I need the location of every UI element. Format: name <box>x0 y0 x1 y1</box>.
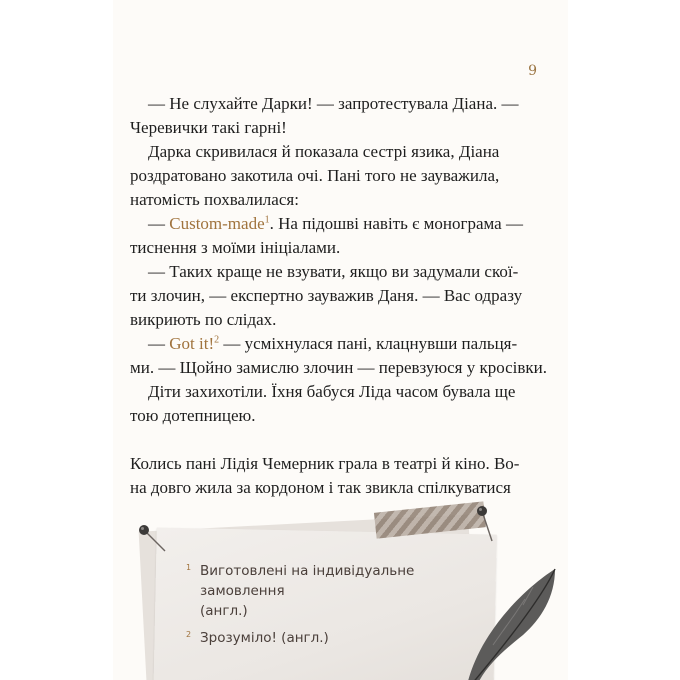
text-line: Черевички такі гарні! <box>130 118 287 137</box>
text-line: натомість похвалилася: <box>130 190 299 209</box>
text-line: роздратовано закотила очі. Пані того не зауважила, <box>130 166 500 185</box>
text-line: тиснення з моїми ініціалами. <box>130 238 341 257</box>
text-line <box>130 332 534 356</box>
footnote-ref: 1 <box>264 214 270 226</box>
footnote-number: 2 <box>186 630 192 639</box>
text-line: ти злочин, — експертно зауважив Даня. — Вас одразу <box>130 286 523 305</box>
footnote-item <box>186 561 456 621</box>
english-phrase: Got it! <box>169 334 215 353</box>
footnote-text: Виготовлені на індивідуальне замовлення <box>200 563 415 599</box>
dash: — <box>148 214 170 233</box>
pin-icon <box>135 521 175 561</box>
pin-icon <box>470 501 504 545</box>
footnote-text: Зрозуміло! (англ.) <box>200 630 329 646</box>
page-number: 9 <box>528 63 537 79</box>
text-fragment: — усміхнулася пані, клацнувши пальця- <box>219 334 518 353</box>
text-line: Колись пані Лідія Чемерник грала в театрі й кіно. Во- <box>130 454 520 473</box>
dash: — <box>148 334 170 353</box>
text-line: на довго жила за кордоном і так звикла спілкуватися <box>130 478 511 497</box>
english-phrase: Custom-made <box>169 214 265 233</box>
text-line: — Не слухайте Дарки! — запротестувала Діана. — <box>148 94 519 113</box>
footnotes <box>186 561 456 655</box>
body-text <box>130 92 548 500</box>
text-line: Діти захихотіли. Їхня бабуся Ліда часом бувала ще <box>148 382 516 401</box>
text-line: тою дотепницею. <box>130 406 256 425</box>
footnote-item <box>186 628 456 648</box>
footnotes-decoration <box>113 495 568 680</box>
text-line: ми. — Щойно замислю злочин — перевзуюся у кросівки. <box>130 358 548 377</box>
text-line: викриють по слідах. <box>130 310 277 329</box>
feather-icon <box>463 565 563 680</box>
footnote-number: 1 <box>186 563 192 572</box>
text-line <box>130 212 534 236</box>
text-fragment: . На підошві навіть є монограма — <box>269 214 523 233</box>
text-line: Дарка скривилася й показала сестрі язика, Діана <box>148 142 500 161</box>
footnote-ref: 2 <box>214 334 220 346</box>
text-line: — Таких краще не взувати, якщо ви задумали скої- <box>148 262 519 281</box>
footnote-text: (англ.) <box>200 603 248 619</box>
